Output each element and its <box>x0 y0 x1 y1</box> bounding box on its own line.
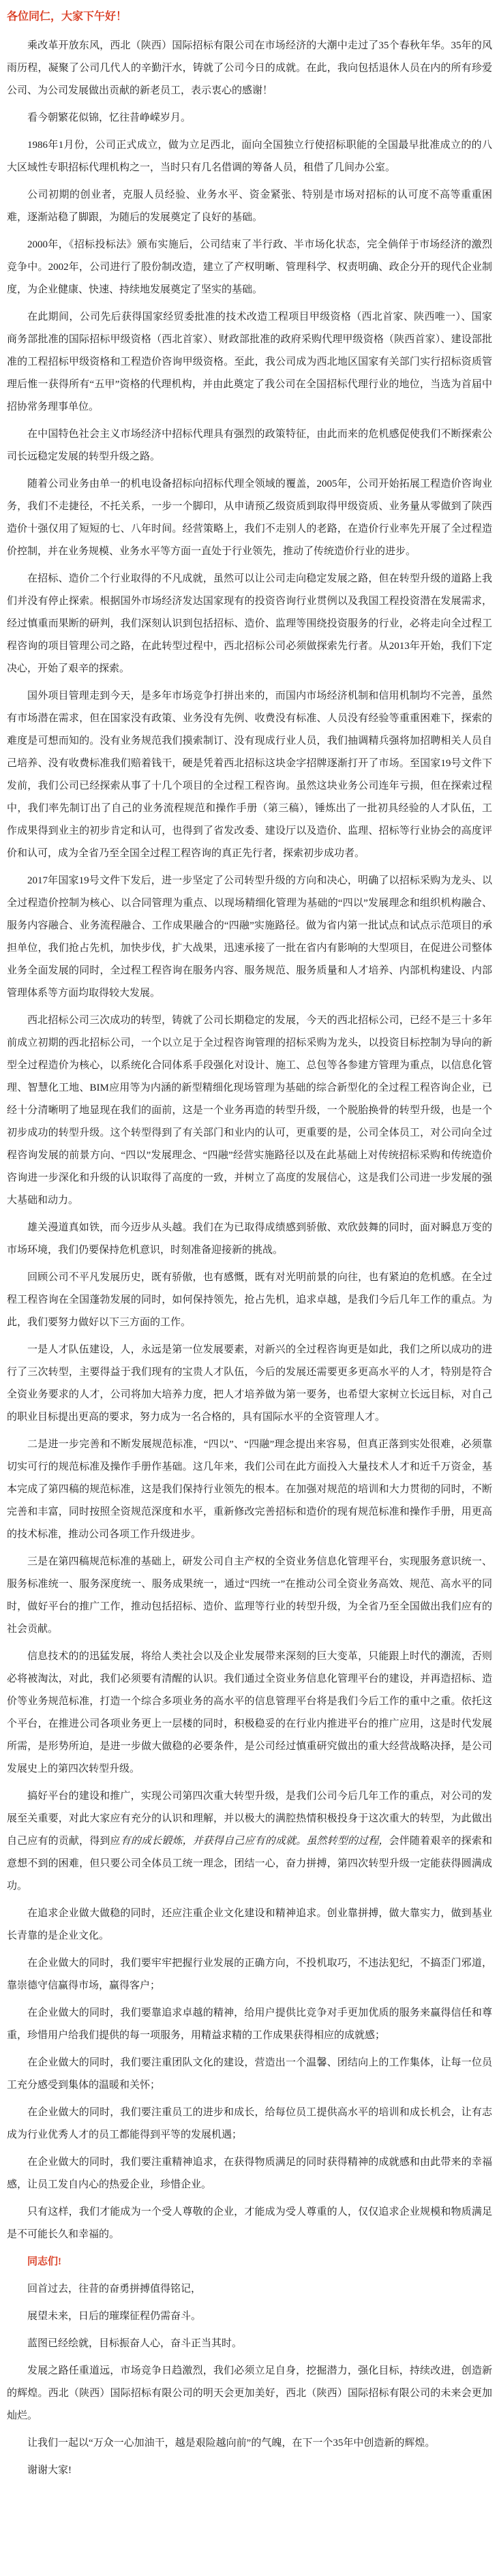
paragraph-text: 在此期间，公司先后获得国家经贸委批准的技术改造工程项目甲级资格（西北首家、陕西唯一）、国家商务部批准的国际招标甲级资格（西北首家）、财政部批准的政府采购代理甲级资格（陕西首家）、建设部批准的工程招标甲级资格和工程造价咨询甲级资格。至此，我公司成为西北地区国家有关部门实行招标资质管理后惟一获得所有“五甲”资格的代理机构，并由此奠定了我公司在全国招标代理行业的地位，当选为首届中招协常务理事单位。 <box>7 312 492 412</box>
paragraph-text: 搞好平台的建设和推广，实现公司第四次重大转型升级，是我们公司今后几年工作的重点，对公司的发展至关重要，对此大家应有充分的认识和理解，并以极大的满腔热情积极投身于这次重大的转型，为此做出自己应有的贡献，得到应 <box>7 1791 492 1847</box>
paragraph <box>7 423 492 468</box>
paragraph <box>7 1785 492 1898</box>
paragraph <box>7 35 492 102</box>
paragraph <box>7 473 492 563</box>
paragraph <box>7 184 492 229</box>
paragraph-text: 会伴随着艰辛的探索和意想不到的困难，但只要公司全体员工统一理念，团结一心，奋力拼搏，第四次转型升级一定能获得圆满成功。 <box>7 1836 492 1892</box>
paragraph-text: 三是在第四稿规范标准的基础上，研发公司自主产权的全资业务信息化管理平台，实现服务意识统一、服务标准统一、服务深度统一、服务成果统一，通过“四统一”在推动公司全资业务高效、规范、高水平的同时，做好平台的推广工作，推动包括招标、造价、监理等行业的转型升级，为全省乃至全国做出我们应有的社会贡献。 <box>7 1556 492 1635</box>
paragraph <box>7 2002 492 2047</box>
paragraph-text: 在企业做大的同时，我们要牢牢把握行业发展的正确方向，不投机取巧，不违法犯纪，不搞歪门邪道，靠崇德守信赢得市场，赢得客户； <box>7 1958 492 1991</box>
paragraph <box>7 2333 492 2355</box>
paragraph-text: 1986年1月份，公司正式成立，做为立足西北，面向全国独立行使招标职能的全国最早批准成立的的八大区域性专职招标代理机构之一，当时只有几名借调的筹备人员，租借了几间办公室。 <box>7 140 492 173</box>
paragraph <box>7 2305 492 2328</box>
paragraph-text: 看今朝繁花似锦，忆往昔峥嵘岁月。 <box>27 112 192 123</box>
paragraph <box>7 685 492 865</box>
document-body <box>7 35 492 2482</box>
paragraph <box>7 870 492 1005</box>
paragraph-text: 在企业做大的同时，我们要注重员工的进步和成长，给每位员工提供高水平的培训和成长机会，让有志成为行业优秀人才的员工都能得到平等的发展机遇； <box>7 2107 492 2140</box>
paragraph <box>7 2052 492 2097</box>
section-heading <box>7 2251 492 2273</box>
paragraph <box>7 2432 492 2455</box>
paragraph-text: 公司初期的创业者，克服人员经验、业务水平、资金紧张、特别是市场对招标的认可度不高等重重困难，逐渐站稳了脚跟，为随后的发展奠定了良好的基础。 <box>7 190 492 223</box>
paragraph <box>7 234 492 301</box>
paragraph-text: 雄关漫道真如铁，而今迈步从头越。我们在为已取得成绩感到骄傲、欢欣鼓舞的同时，面对瞬息万变的市场环境，我们仍要保持危机意识，时刻准备迎接新的挑战。 <box>7 1222 492 1256</box>
paragraph-text: 在企业做大的同时，我们要注重精神追求，在获得物质满足的同时获得精神的成就感和由此带来的幸福感，让员工发自内心的热爱企业，珍惜企业。 <box>7 2157 492 2190</box>
paragraph <box>7 1010 492 1212</box>
paragraph <box>7 2201 492 2246</box>
paragraph <box>7 1434 492 1546</box>
paragraph-text: 发展之路任重道远，市场竞争日趋激烈，我们必须立足自身，挖掘潜力，强化目标，持续改进，创造新的辉煌。西北（陕西）国际招标有限公司的明天会更加美好，西北（陕西）国际招标有限公司的未来会更加灿烂。 <box>7 2365 492 2421</box>
paragraph-text: 一是人才队伍建设，人，永远是第一位发展要素，对新兴的全过程咨询更是如此，我们之所以成功的进行了三次转型，主要得益于我们现有的宝贵人才队伍，今后的发展还需要更多更高水平的人才，特别是符合全资业务要求的人才，公司将加大培养力度，把人才培养做为第一要务，也希望大家树立长远目标，对自己的职业目标提出更高的要求，努力成为一名合格的，具有国际水平的全资管理人才。 <box>7 1344 492 1423</box>
paragraph <box>7 107 492 130</box>
paragraph-text: 回顾公司不平凡发展历史，既有骄傲，也有感慨，既有对光明前景的向往，也有紧迫的危机感。在全过程工程咨询在全国蓬勃发展的同时，如何保持领先，抢占先机，追求卓越，是我们今后几年工作的重点。为此，我们要努力做好以下三方面的工作。 <box>7 1272 492 1328</box>
paragraph <box>7 2102 492 2147</box>
paragraph-text: 在中国特色社会主义市场经济中招标代理具有强烈的政策特征，由此而来的危机感促使我们不断探索公司长远稳定发展的转型升级之路。 <box>7 429 492 462</box>
paragraph-text: 在企业做大的同时，我们要注重团队文化的建设，营造出一个温馨、团结向上的工作集体，让每一位员工充分感受到集体的温暖和关怀； <box>7 2057 492 2091</box>
paragraph-text: 展望未来，日后的璀璨征程仍需奋斗。 <box>27 2311 202 2322</box>
paragraph <box>7 1952 492 1997</box>
paragraph-text: 谢谢大家! <box>27 2465 72 2476</box>
paragraph-text: 在企业做大的同时，我们要靠追求卓越的精神，给用户提供比竞争对手更加优质的服务来赢得信任和尊重，珍惜用户给我们提供的每一项服务，用精益求精的工作成果获得相应的成就感； <box>7 2007 492 2041</box>
paragraph <box>7 2360 492 2427</box>
paragraph-text: 2000年，《招标投标法》颁布实施后，公司结束了半行政、半市场化状态，完全倘佯于市场经济的激烈竞争中。2002年，公司进行了股份制改造，建立了产权明晰、管理科学、权责明确、政企分开的现代企业制度，为企业健康、快速、持续地发展奠定了坚实的基础。 <box>7 239 492 295</box>
paragraph-text: 回首过去，往昔的奋勇拼搏值得铭记， <box>27 2284 202 2294</box>
paragraph <box>7 1339 492 1429</box>
paragraph <box>7 2459 492 2482</box>
paragraph-text: 二是进一步完善和不断发展规范标准，“四以”、“四融”理念提出来容易，但真正落到实处很难，必须靠切实可行的规范标准及操作手册作基础。这几年来，我们公司在此方面投入大量技术人才和近千万资金，基本完成了第四稿的规范标准，这是我们保持行业领先的根本。在加强对规范的培训和大力贯彻的同时，不断完善和丰富，同时按照全资规范深度和水平，重新修改完善招标和造价的现有规范标准和操作手册，用更高的技术标准，推动公司各项工作升级进步。 <box>7 1439 492 1540</box>
paragraph-text: 西北招标公司三次成功的转型，铸就了公司长期稳定的发展，今天的西北招标公司，已经不是三十多年前成立初期的西北招标公司，一个以立足于全过程咨询管理的招标采购为龙头，以投资目标控制为导向的新型全过程造价为核心，以系统化合同体系手段强化对设计、施工、总包等各参建方管理为重点，以信息化管理、智慧化工地、BIM应用等为内涵的新型精细化现场管理为基础的综合新型化的全过程工程咨询企业，已经十分清晰明了地显现在我们的面前，这是一个业务再造的转型升级，一个脱胎换骨的转型升级，也是一个初步成功的转型升级。这个转型得到了有关部门和业内的认可，更重要的是，公司全体员工，对公司向全过程咨询发展的前景方向、“四以”发展理念、“四融”经营实施路径以及在此基础上对传统招标采购和传统造价咨询进一步深化和升级的认识取得了高度的一致，并树立了高度的发展信心，这是我们公司进一步发展的强大基础和动力。 <box>7 1015 492 1206</box>
paragraph-text: 蓝图已经绘就，目标振奋人心，奋斗正当其时。 <box>27 2338 243 2349</box>
paragraph <box>7 1903 492 1948</box>
paragraph <box>7 1267 492 1334</box>
paragraph-text: 2017年国家19号文件下发后，进一步坚定了公司转型升级的方向和决心，明确了以招标采购为龙头、以全过程造价控制为核心、以合同管理为重点、以现场精细化管理为基础的“四以”发展理念和组织机构融合、服务内容融合、业务流程融合、工作成果融合的“四融”实施路径。做为省内第一批试点和试点示范项目的承担单位，我们抢占先机，加快步伐，扩大战果，迅速承接了一批在省内有影响的大型项目，在促进公司整体业务全面发展的同时，全过程工程咨询在服务内容、服务规范、服务质量和人才培养、内部机构建设、内部管理体系等方面均取得较大发展。 <box>7 875 492 999</box>
paragraph-text: 让我们一起以“万众一心加油干，越是艰险越向前”的气魄，在下一个35年中创造新的辉煌。 <box>27 2438 436 2449</box>
paragraph-text: 国外项目管理走到今天，是多年市场竞争打拼出来的，而国内市场经济机制和信用机制均不完善，虽然有市场潜在需求，但在国家没有政策、业务没有先例、收费没有标准、人员没有经验等重重困难下，探索的难度是可想而知的。没有业务规范我们摸索制订、没有现成行业人员，我们抽调精兵强将加招聘相关人员自己培养、没有收费标准我们赔着钱干，硬是凭着西北招标这块金字招牌逐渐打开了市场。至国家19号文件下发前，我们公司已经探索从事了十几个项目的全过程工程咨询。虽然这块业务公司连年亏损，但在探索过程中，我们率先制订出了自己的业务流程规范和操作手册（第三稿），锤炼出了一批初具经验的人才队伍，工作成果得到业主的初步肯定和认可，也得到了省发改委、建设厅以及造价、监理、招标等行业协会的高度评价和认可，成为全省乃至全国全过程工程咨询的真正先行者，探索初步成功者。 <box>7 691 492 859</box>
paragraph-text: 乘改革开放东风，西北（陕西）国际招标有限公司在市场经济的大潮中走过了35个春秋年华。35年的风雨历程，凝聚了公司几代人的辛勤汗水，铸就了公司今日的成就。在此，我向包括退休人员在内的所有珍爱公司、为公司发展做出贡献的新老员工，表示衷心的感谢！ <box>7 40 492 96</box>
paragraph <box>7 568 492 680</box>
paragraph-text: 随着公司业务由单一的机电设备招标向招标代理全领域的覆盖，2005年，公司开始拓展工程造价咨询业务，我们不走捷径，不托关系，一步一个脚印，从申请预乙级资质到取得甲级资质、业务量从零做到了陕西造价十强仅用了短短的七、八年时间。经营策略上，我们不走别人的老路，在造价行业率先开展了全过程造价控制，并在业务规模、业务水平等方面一直处于行业领先，推动了传统造价行业的进步。 <box>7 479 492 557</box>
document-title: 各位同仁，大家下午好！ <box>7 11 127 22</box>
paragraph <box>7 306 492 419</box>
paragraph-text: 在招标、造价二个行业取得的不凡成就，虽然可以让公司走向稳定发展之路，但在转型升级的道路上我们并没有停止探索。根据国外市场经济发达国家现有的投资咨询行业贯例以及我国工程投资潜在发展需求，经过慎重而果断的研判，我们深刻认识到包括招标、造价、监理等围绕投资服务的行业，必将走向全过程工程咨询的项目管理公司之路，在此转型过程中，西北招标公司必须做探索先行者。从2013年开始，我们下定决心，开始了艰辛的探索。 <box>7 573 492 674</box>
paragraph <box>7 2151 492 2196</box>
paragraph-text: 在追求企业做大做稳的同时，还应注重企业文化建设和精神追求。创业靠拼搏，做大靠实力，做到基业长青靠的是企业文化。 <box>7 1908 492 1941</box>
paragraph <box>7 1646 492 1781</box>
paragraph-text: 同志们! <box>27 2256 61 2267</box>
paragraph <box>7 134 492 179</box>
paragraph-text: 只有这样，我们才能成为一个受人尊敬的企业，才能成为受人尊重的人，仅仅追求企业规模和物质满足是不可能长久和幸福的。 <box>7 2207 492 2240</box>
paragraph <box>7 2278 492 2301</box>
paragraph-emphasis-text: 有的成长锻炼，并获得自己应有的成就。虽然转型的过程， <box>120 1836 389 1847</box>
paragraph <box>7 1551 492 1641</box>
paragraph-text: 信息技术的的迅猛发展，将给人类社会以及企业发展带来深刻的巨大变革，只能跟上时代的潮流，否则必将被淘汰，对此，我们必须要有清醒的认识。我们通过全资业务信息化管理平台的建设，并再造招标、造价等业务规范标准，打造一个综合多项业务的高水平的信息管理平台将是我们今后工作的重中之重。依托这个平台，在推进公司各项业务更上一层楼的同时，积极稳妥的在行业内推进平台的推广应用，这是时代发展所需，是形势所迫，是进一步做大做稳的必要条件，是公司经过慎重研究做出的重大经营战略决择，是公司发展史上的第四次转型升级。 <box>7 1651 492 1774</box>
paragraph <box>7 1217 492 1262</box>
